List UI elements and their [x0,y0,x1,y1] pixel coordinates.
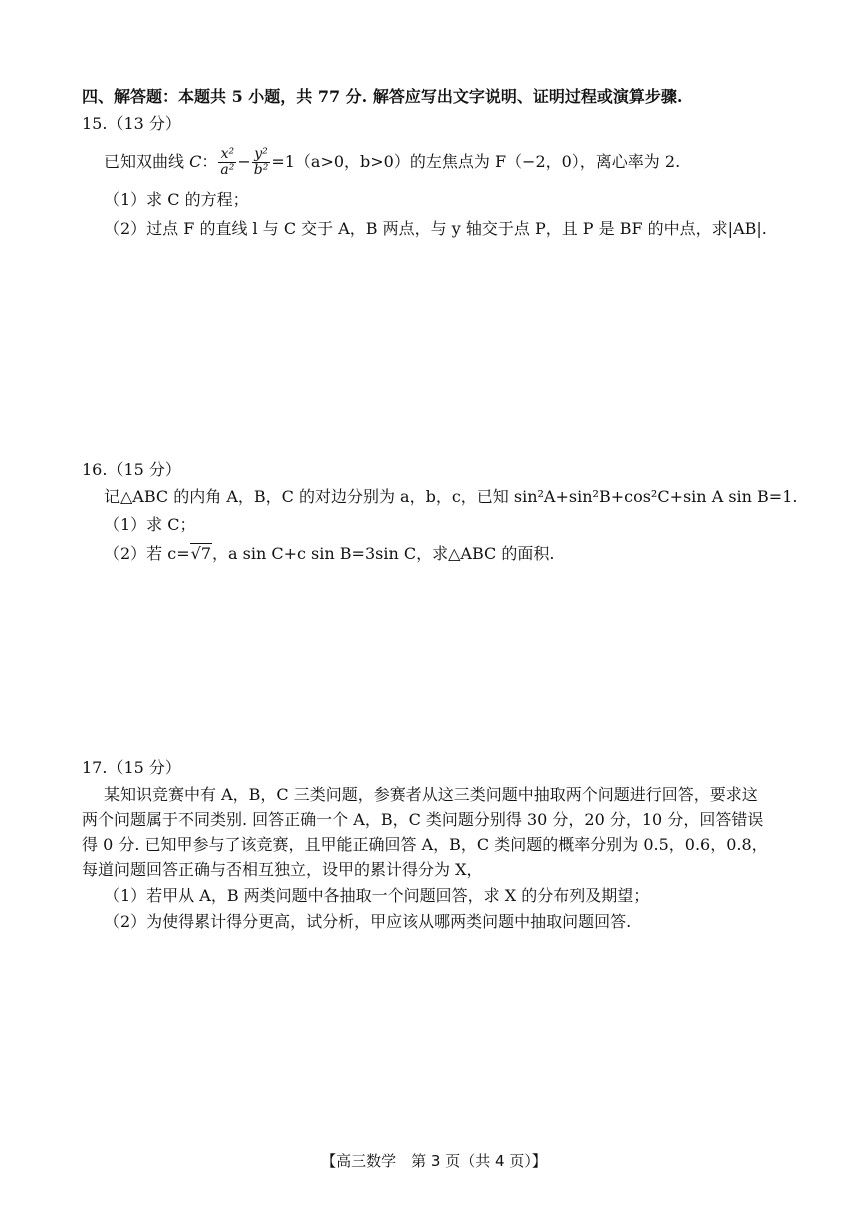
q16-stem: 记△ABC 的内角 A，B，C 的对边分别为 a，b，c，已知 sin²A+sin²B+cos²C+sin A sin B=1. [104,487,798,506]
q15-stem-pre: 已知双曲线 [104,152,190,171]
q16-part2 [104,543,554,565]
q15-fraction-y-num: y² [252,147,271,163]
q15-label: 15.（13 分） [82,114,181,133]
q17-line1: 某知识竞赛中有 A，B，C 三类问题，参赛者从这三类问题中抽取两个问题进行回答，要求这 [104,785,758,804]
q16-label: 16.（15 分） [82,460,181,479]
q17-line3: 得 0 分. 已知甲参与了该竞赛，且甲能正确回答 A，B，C 类问题的概率分别为 0.5，0.6，0.8， [82,835,768,854]
q15-part1: （1）求 C 的方程； [104,190,249,209]
q15-colon: ： [201,152,218,171]
section-heading: 四、解答题：本题共 5 小题，共 77 分. 解答应写出文字说明、证明过程或演算步骤. [82,87,683,106]
page-footer: 【高三数学 第 3 页（共 4 页）】 [321,1152,547,1170]
q15-part2: （2）过点 F 的直线 l 与 C 交于 A，B 两点，与 y 轴交于点 P，且 P 是 BF 的中点，求|AB|. [104,219,767,238]
q16-part2-pre: （2）若 c= [104,544,190,563]
q17-line4: 每道问题回答正确与否相互独立，设甲的累计得分为 X， [82,860,483,879]
q15-minus: − [237,152,251,171]
q15-stem-post: =1（a>0，b>0）的左焦点为 F（−2，0），离心率为 2. [271,152,681,171]
q16-sqrt: √7 [190,544,212,563]
q16-part1: （1）求 C； [104,515,196,534]
q17-part1: （1）若甲从 A，B 两类问题中各抽取一个问题回答，求 X 的分布列及期望； [104,886,650,905]
q15-fraction-y-den: b² [253,162,269,178]
q17-label: 17.（15 分） [82,758,181,777]
q15-fraction-x [218,147,236,178]
q15-fraction-y [252,147,271,178]
q15-fraction-x-num: x² [218,147,236,163]
q17-part2: （2）为使得累计得分更高，试分析，甲应该从哪两类问题中抽取问题回答. [104,912,632,931]
q15-curve-name: C [189,152,202,171]
q16-part2-post: ，a sin C+c sin B=3sin C，求△ABC 的面积. [212,544,555,563]
q17-line2: 两个问题属于不同类别. 回答正确一个 A，B，C 类问题分别得 30 分，20 分，10 分，回答错误 [82,810,764,829]
q15-fraction-x-den: a² [220,162,235,178]
q15-stem [104,146,680,178]
